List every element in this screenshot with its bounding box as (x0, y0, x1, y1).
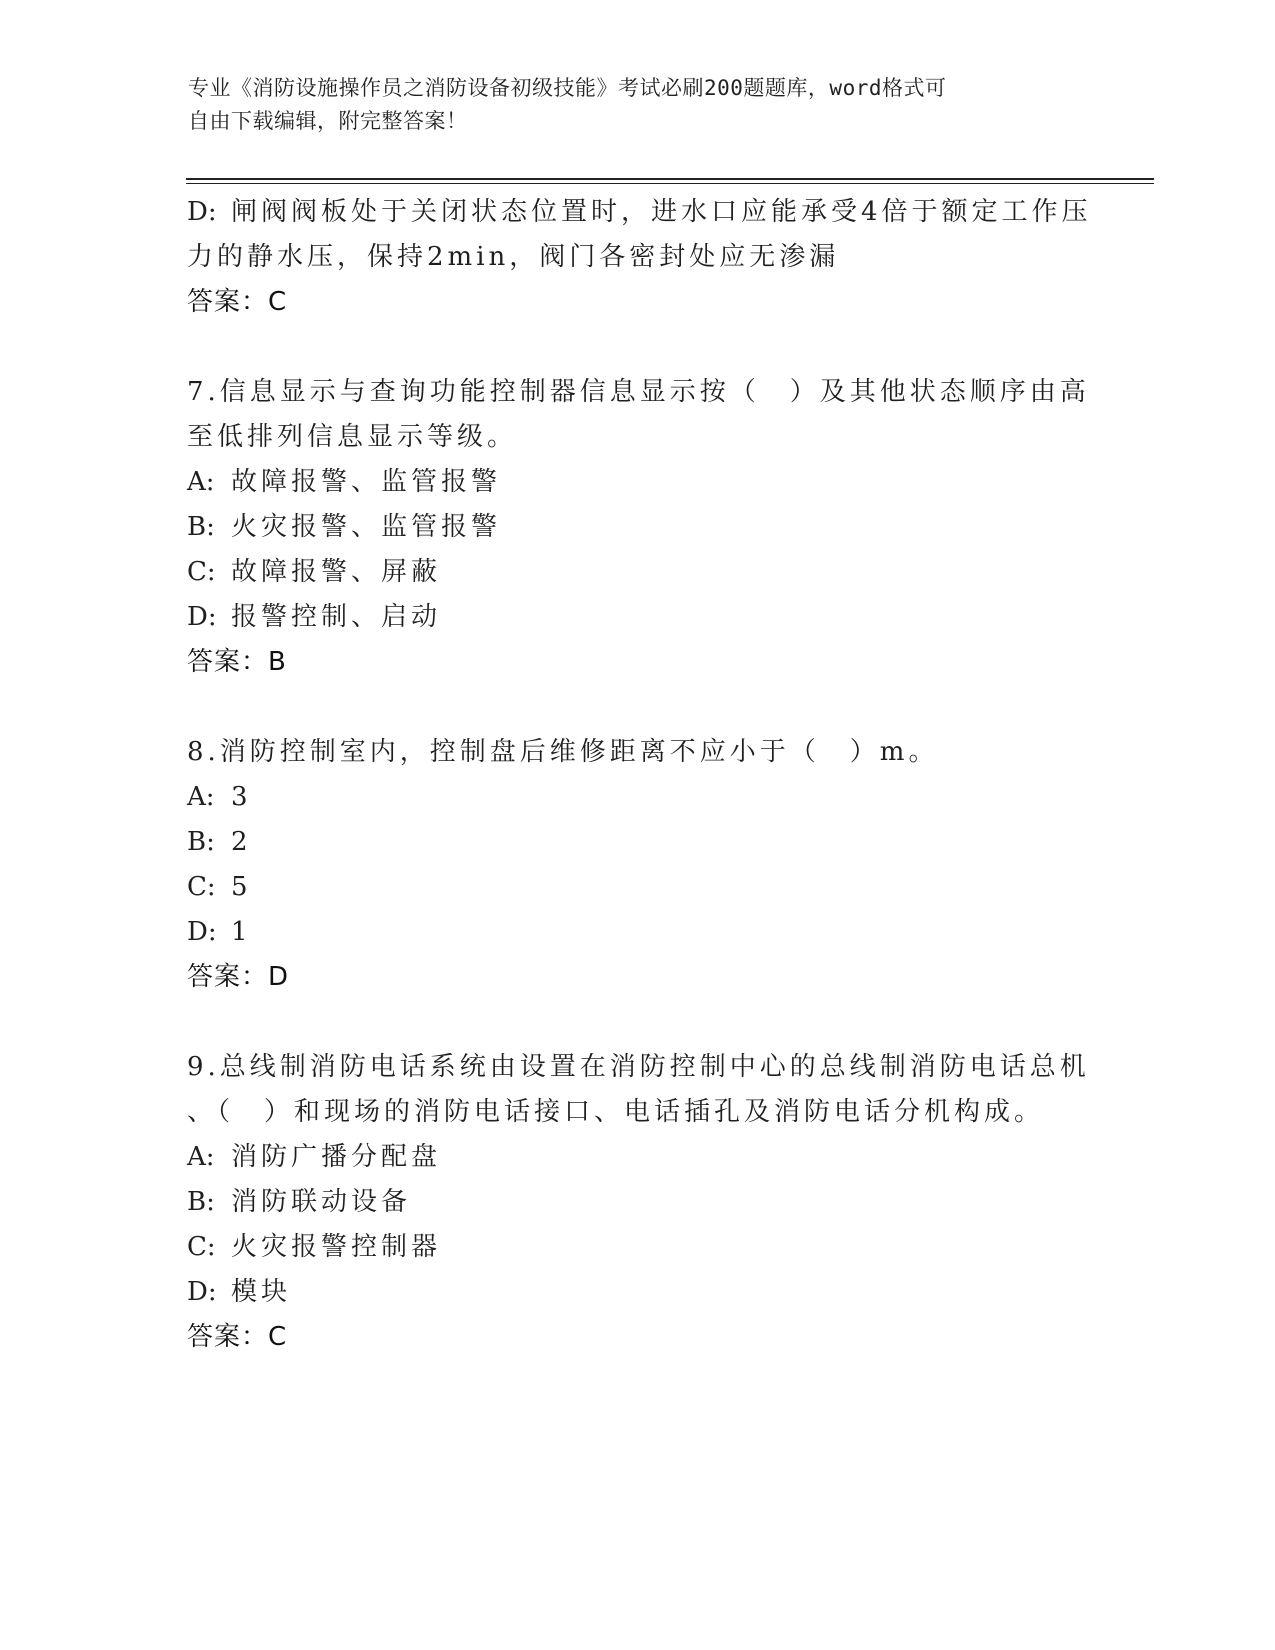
question-8-option-a (187, 775, 1147, 820)
spacer (187, 685, 1147, 730)
question-9-stem-line-2: 、（ ）和现场的消防电话接口、电话插孔及消防电话分机构成。 (187, 1097, 1045, 1127)
question-9-option-d (187, 1270, 1147, 1315)
option-text: 1 (231, 917, 252, 947)
question-7-stem-line-1: 7.信息显示与查询功能控制器信息显示按（ ）及其他状态顺序由高 (187, 377, 1090, 407)
question-9-stem-line-1: 9.总线制消防电话系统由设置在消防控制中心的总线制消防电话总机 (187, 1052, 1090, 1082)
question-8-option-d (187, 910, 1147, 955)
option-label: B: (187, 512, 215, 542)
option-text: 报警控制、启动 (231, 602, 442, 632)
question-9-option-c (187, 1225, 1147, 1270)
question-9-option-a (187, 1135, 1147, 1180)
document-header (188, 72, 1088, 138)
option-label: A: (187, 1142, 215, 1172)
option-text: 3 (231, 782, 252, 812)
option-label: C: (187, 872, 216, 902)
option-label: D: (187, 917, 217, 947)
question-7-option-d (187, 595, 1147, 640)
question-7-option-b (187, 505, 1147, 550)
question-6 (187, 190, 1147, 325)
question-9-answer: 答案：C (187, 1322, 288, 1352)
option-label: D: (187, 197, 217, 227)
option-text: 火灾报警控制器 (231, 1232, 442, 1262)
question-9-option-b (187, 1180, 1147, 1225)
question-8 (187, 730, 1147, 1000)
spacer (187, 325, 1147, 370)
question-6-option-d-cont: 力的静水压，保持2min，阀门各密封处应无渗漏 (187, 242, 840, 272)
option-text: 消防广播分配盘 (231, 1142, 442, 1172)
option-text: 闸阀阀板处于关闭状态位置时，进水口应能承受4倍于额定工作压 (231, 197, 1092, 227)
question-8-option-b (187, 820, 1147, 865)
question-7-option-a (187, 460, 1147, 505)
question-list (187, 190, 1147, 1360)
question-8-option-c (187, 865, 1147, 910)
header-divider-thick (186, 178, 1154, 180)
question-8-stem-line-1: 8.消防控制室内，控制盘后维修距离不应小于（ ）m。 (187, 737, 939, 767)
question-6-answer: 答案：C (187, 287, 288, 317)
question-7-answer: 答案：B (187, 647, 287, 677)
option-text: 故障报警、监管报警 (231, 467, 502, 497)
question-8-answer: 答案：D (187, 962, 290, 992)
option-label: B: (187, 1187, 215, 1217)
question-7-stem-line-2: 至低排列信息显示等级。 (187, 422, 518, 452)
option-label: A: (187, 467, 215, 497)
header-line-1: 专业《消防设施操作员之消防设备初级技能》考试必刷200题题库，word格式可 (188, 76, 947, 100)
question-7-option-c (187, 550, 1147, 595)
option-text: 火灾报警、监管报警 (231, 512, 502, 542)
option-text: 模块 (231, 1277, 292, 1307)
option-text: 故障报警、屏蔽 (231, 557, 442, 587)
option-text: 5 (231, 872, 252, 902)
option-label: B: (187, 827, 215, 857)
question-9 (187, 1045, 1147, 1360)
option-text: 消防联动设备 (231, 1187, 412, 1217)
question-7 (187, 370, 1147, 685)
header-divider-thin (186, 183, 1154, 184)
option-label: D: (187, 1277, 217, 1307)
question-6-option-d (187, 190, 1147, 235)
option-label: D: (187, 602, 217, 632)
option-label: C: (187, 1232, 216, 1262)
option-text: 2 (231, 827, 252, 857)
option-label: A: (187, 782, 215, 812)
header-line-2: 自由下载编辑，附完整答案！ (188, 109, 468, 133)
spacer (187, 1000, 1147, 1045)
option-label: C: (187, 557, 216, 587)
